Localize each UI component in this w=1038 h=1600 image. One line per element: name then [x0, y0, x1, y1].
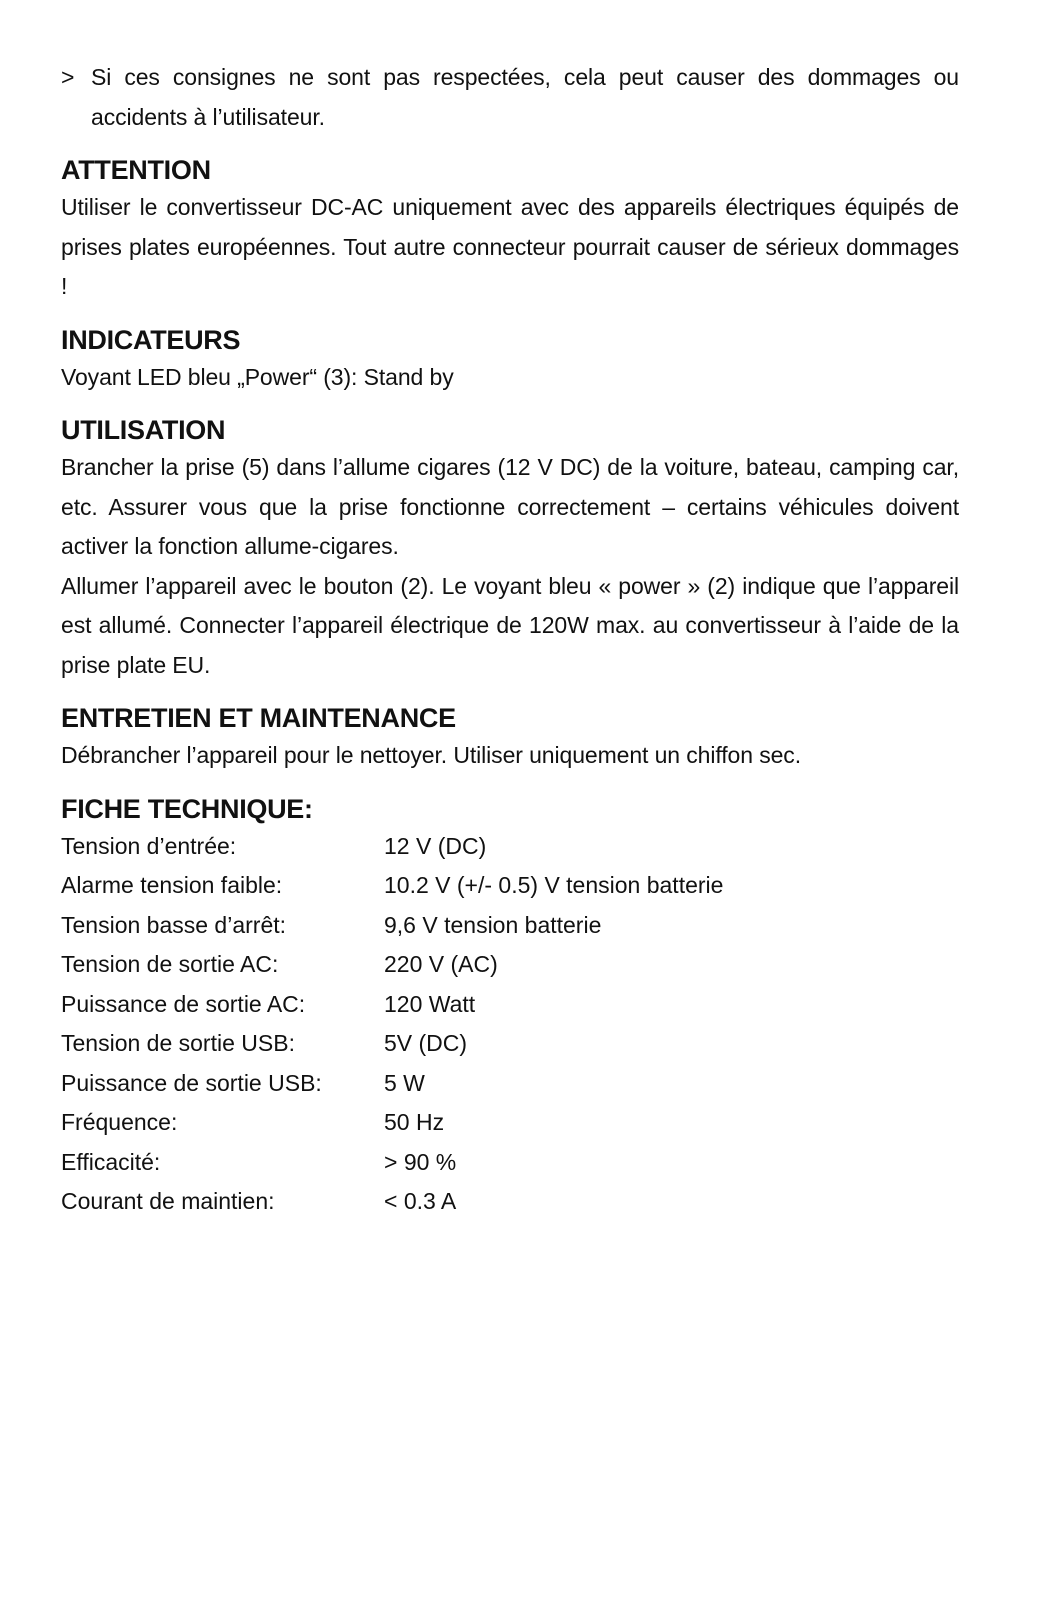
- spec-row: [61, 1024, 723, 1064]
- attention-text: Utiliser le convertisseur DC-AC uniquement avec des appareils électriques équipés de prises plates européennes. Tout autre connecteur pourrait causer de sérieux dommages !: [61, 194, 959, 299]
- spec-label: Tension de sortie AC:: [61, 951, 279, 977]
- spec-value: > 90 %: [384, 1148, 457, 1175]
- document-page: [61, 58, 959, 1222]
- spec-value: 50 Hz: [384, 1109, 445, 1135]
- spec-value: 9,6 V tension batterie: [384, 911, 602, 938]
- spec-label: Tension basse d’arrêt:: [61, 911, 287, 938]
- heading-indicateurs: INDICATEURS: [61, 324, 241, 355]
- spec-label: Puissance de sortie USB:: [61, 1069, 322, 1096]
- intro-bullet-text: Si ces consignes ne sont pas respectées, cela peut causer des dommages ou accidents à l’utilisateur.: [91, 64, 959, 130]
- spec-row: [61, 945, 723, 985]
- spec-label: Fréquence:: [61, 1109, 178, 1135]
- section-fiche-technique: [61, 791, 959, 1222]
- spec-row: [61, 985, 723, 1025]
- spec-row: [61, 1064, 723, 1104]
- spec-label: Puissance de sortie AC:: [61, 990, 306, 1017]
- heading-attention: ATTENTION: [61, 155, 211, 185]
- spec-value: 10.2 V (+/- 0.5) V tension batterie: [384, 872, 724, 898]
- spec-value: 5 W: [384, 1069, 425, 1096]
- section-indicateurs: [61, 322, 959, 398]
- section-attention: [61, 152, 959, 307]
- spec-label: Courant de maintien:: [61, 1188, 275, 1214]
- heading-fiche-technique: FICHE TECHNIQUE:: [61, 793, 313, 824]
- section-utilisation: [61, 412, 959, 685]
- spec-value: 12 V (DC): [384, 832, 487, 859]
- spec-value: 120 Watt: [384, 990, 476, 1017]
- spec-row: [61, 827, 723, 867]
- indicateurs-text: Voyant LED bleu „Power“ (3): Stand by: [61, 363, 454, 390]
- bullet-marker: >: [61, 64, 75, 90]
- entretien-text: Débrancher l’appareil pour le nettoyer. Utiliser uniquement un chiffon sec.: [61, 742, 802, 768]
- spec-table: [61, 827, 723, 1222]
- spec-label: Alarme tension faible:: [61, 872, 283, 898]
- spec-row: [61, 1182, 723, 1222]
- spec-value: 5V (DC): [384, 1030, 468, 1056]
- intro-bullet: [61, 58, 959, 137]
- heading-entretien: ENTRETIEN ET MAINTENANCE: [61, 703, 456, 733]
- spec-row: [61, 1143, 723, 1183]
- spec-row: [61, 1103, 723, 1143]
- utilisation-paragraph-1: Brancher la prise (5) dans l’allume cigares (12 V DC) de la voiture, bateau, camping car, etc. Assurer vous que la prise fonctionne correctement – certains véhicules doivent activer la fonction allume-cigares.: [61, 454, 959, 559]
- spec-value: < 0.3 A: [384, 1188, 457, 1214]
- section-entretien: [61, 700, 959, 776]
- spec-label: Tension d’entrée:: [61, 832, 237, 859]
- spec-label: Efficacité:: [61, 1148, 161, 1175]
- spec-label: Tension de sortie USB:: [61, 1030, 295, 1056]
- utilisation-paragraph-2: Allumer l’appareil avec le bouton (2). Le voyant bleu « power » (2) indique que l’appareil est allumé. Connecter l’appareil électrique de 120W max. au convertisseur à l’aide de la prise plate EU.: [61, 572, 959, 678]
- heading-utilisation: UTILISATION: [61, 415, 226, 445]
- spec-value: 220 V (AC): [384, 951, 498, 977]
- spec-row: [61, 906, 723, 946]
- spec-row: [61, 866, 723, 906]
